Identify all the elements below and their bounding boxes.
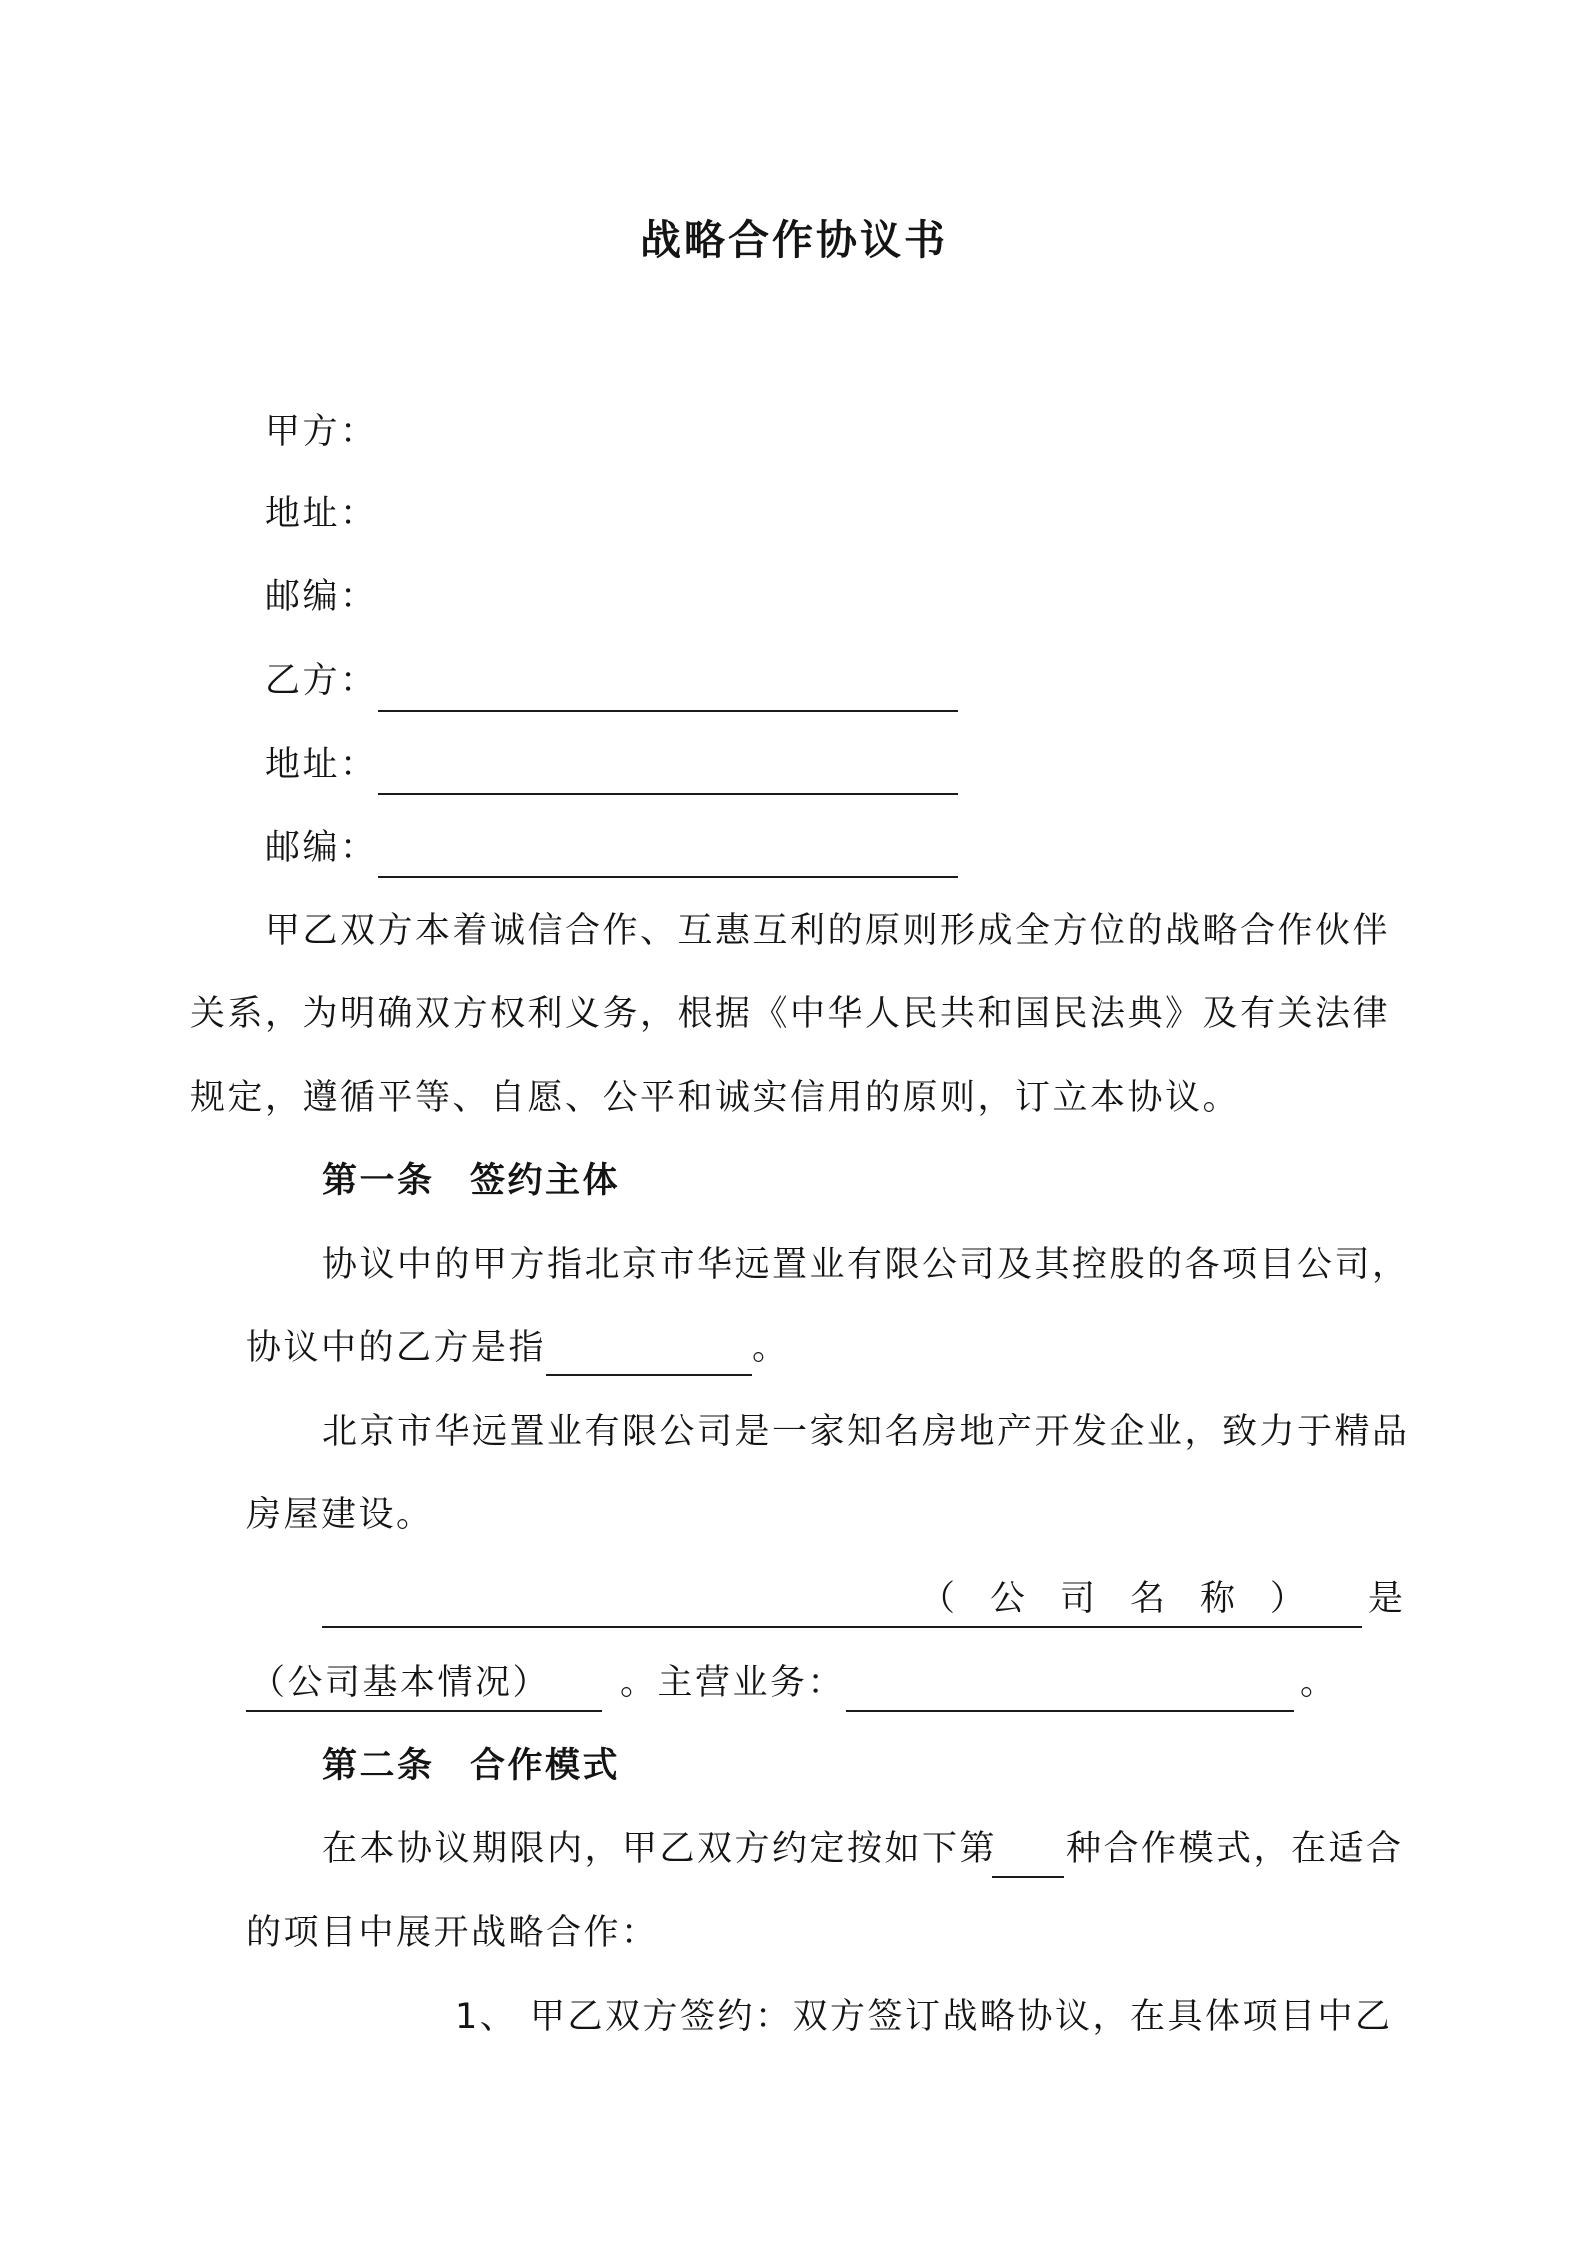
article-1-p1-line-2-start: 协议中的乙方是指	[246, 1328, 547, 1368]
company-name-char: ）	[1269, 1579, 1305, 1619]
article-2-number: 第二条	[322, 1746, 435, 1786]
party-a-address-label: 地址：	[265, 494, 378, 534]
article-2-p1-start: 在本协议期限内，甲乙双方约定按如下第	[322, 1829, 998, 1869]
article-1-p1-line-2-end: 。	[752, 1328, 790, 1368]
main-business-end: 。	[1300, 1663, 1338, 1703]
company-name-char: 称	[1199, 1579, 1235, 1619]
company-name-blank[interactable]	[322, 1626, 1362, 1628]
party-b-definition-blank[interactable]	[546, 1374, 752, 1376]
item-1-text: 甲乙双方签约：双方签订战略协议，在具体项目中乙	[530, 1997, 1393, 2037]
article-2-p1-line-2: 的项目中展开战略合作：	[246, 1913, 659, 1953]
article-1-p1-line-1: 协议中的甲方指北京市华远置业有限公司及其控股的各项目公司，	[322, 1245, 1410, 1285]
party-b-postcode-label: 邮编：	[265, 828, 378, 868]
company-name-char: （	[920, 1579, 956, 1619]
party-b-postcode-blank[interactable]	[378, 876, 958, 878]
preamble-line-3: 规定，遵循平等、自愿、公平和诚实信用的原则，订立本协议。	[190, 1078, 1241, 1118]
article-1-p2-line-1: 北京市华远置业有限公司是一家知名房地产开发企业，致力于精品	[322, 1412, 1410, 1452]
article-2-p1-end: 种合作模式，在适合	[1066, 1829, 1404, 1869]
article-1-number: 第一条	[322, 1161, 435, 1201]
main-business-label: 。主营业务：	[620, 1663, 846, 1703]
party-a-postcode-label: 邮编：	[265, 577, 378, 617]
company-name-char: 司	[1059, 1579, 1095, 1619]
document-title: 战略合作协议书	[640, 216, 948, 264]
party-b-address-blank[interactable]	[378, 793, 958, 795]
article-1-p2-line-2: 房屋建设。	[246, 1495, 434, 1535]
party-b-address-label: 地址：	[265, 745, 378, 785]
party-b-label: 乙方：	[265, 661, 378, 701]
main-business-blank[interactable]	[846, 1710, 1294, 1712]
preamble-line-2: 关系，为明确双方权利义务，根据《中华人民共和国民法典》及有关法律	[190, 994, 1391, 1034]
party-b-name-blank[interactable]	[378, 710, 958, 712]
company-basic-info-placeholder: （公司基本情况）	[250, 1663, 551, 1703]
article-1-title: 签约主体	[470, 1161, 621, 1201]
company-name-char: 公	[989, 1579, 1025, 1619]
company-is-text: 是	[1368, 1579, 1406, 1619]
item-1-number: 1、	[455, 1997, 518, 2037]
article-2-title: 合作模式	[470, 1746, 621, 1786]
company-basic-info-blank[interactable]	[246, 1710, 602, 1712]
preamble-line-1: 甲乙双方本着诚信合作、互惠互利的原则形成全方位的战略合作伙伴	[265, 911, 1391, 951]
cooperation-mode-blank[interactable]	[992, 1876, 1064, 1878]
company-name-placeholder	[920, 1579, 1305, 1619]
company-name-char: 名	[1129, 1579, 1165, 1619]
party-a-label: 甲方：	[265, 412, 378, 452]
